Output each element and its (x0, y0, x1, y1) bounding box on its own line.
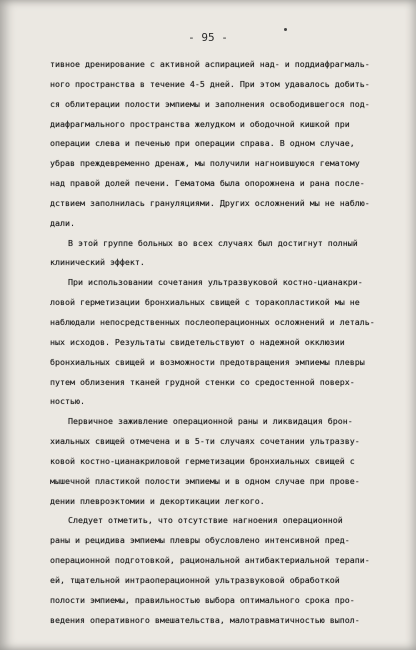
text-line: полости эмпиемы, правильностью выбора оптимального срока про- (50, 594, 355, 605)
body-text (50, 55, 382, 630)
paragraph-4 (50, 412, 382, 511)
text-line: операции слева и печенью при операции справа. В одном случае, (50, 138, 355, 149)
text-line: убрав преждевременно дренаж, мы получили нагноившуюся гематому (50, 158, 360, 169)
text-line: ловой герметизации бронхиальных свищей с торакопластикой мы не (50, 297, 360, 308)
paragraph-3 (50, 273, 382, 412)
text-line: дали. (50, 217, 75, 228)
text-line: Следует отметить, что отсутствие нагноения операционной (68, 515, 343, 526)
text-line: ковой костно-цианакриловой герметизации бронхиальных свищей с (50, 455, 355, 466)
text-line: ных исходов. Результаты свидетельствуют о надежной окклюзии (50, 336, 345, 347)
text-line: ей, тщательной интраоперационной ультразвуковой обработкой (50, 574, 340, 585)
text-line: дствием заполнилась грануляциями. Других осложнений мы не наблю- (50, 197, 370, 208)
text-line: хиальных свищей отмечена и в 5-ти случаях сочетании ультразву- (50, 436, 360, 447)
text-line: В этой группе больных во всех случаях был достигнут полный (68, 237, 358, 248)
text-line: Первичное заживление операционной раны и ликвидация брон- (68, 416, 353, 427)
text-line: диафрагмального пространства желудком и ободочной кишкой при (50, 118, 350, 129)
text-line: ного пространства в течение 4-5 дней. При этом удавалось добить- (50, 78, 370, 89)
text-line: дении плевроэктомии и декортикации легкого. (50, 495, 265, 506)
text-line: операционной подготовкой, рациональной антибактериальной терапи- (50, 555, 370, 566)
text-line: бронхиальных свищей и возможности предотвращения эмпиемы плевры (50, 356, 365, 367)
paragraph-2 (50, 234, 382, 274)
text-line: мышечной пластикой полости эмпиемы и в одном случае при прове- (50, 475, 360, 486)
text-line: ведения оперативного вмешательства, малотравматичностью выпол- (50, 614, 360, 625)
text-line: наблюдали непосредственных послеоперационных осложнений и леталь- (50, 316, 375, 327)
text-line: тивное дренирование с активной аспирацией над- и поддиафрагмаль- (50, 59, 370, 69)
text-line: путем облизения тканей грудной стенки со средостенной поверх- (50, 376, 355, 387)
paragraph-1 (50, 55, 382, 234)
text-line: ся облитерации полости эмпиемы и заполнения освободившегося под- (50, 98, 370, 109)
text-line: клинический эффект. (50, 257, 145, 268)
page-number: - 95 - (188, 31, 228, 44)
paragraph-5 (50, 511, 382, 630)
text-line: При использовании сочетания ультразвуковой костно-цианакри- (68, 277, 363, 288)
text-line: над правой долей печени. Гематома была опорожнена и рана после- (50, 178, 365, 189)
text-line: ностью. (50, 396, 85, 407)
text-line: раны и рецидива эмпиемы плевры обусловлено интенсивной пред- (50, 535, 350, 546)
